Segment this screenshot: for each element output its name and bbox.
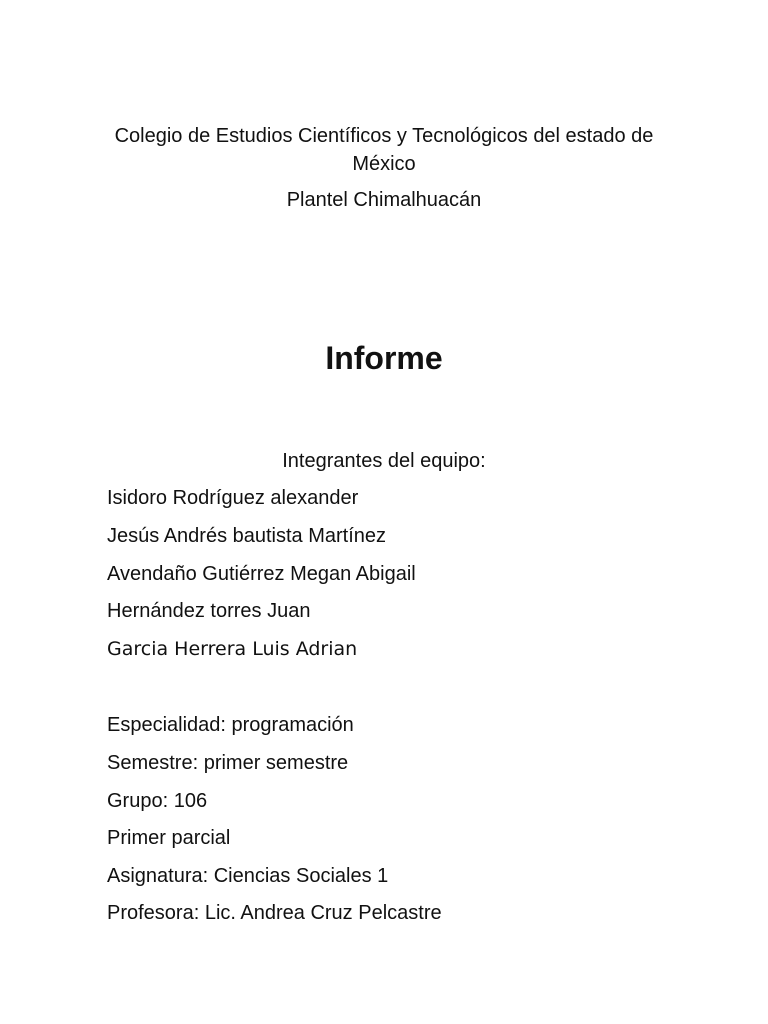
semester-line: Semestre: primer semestre: [107, 752, 349, 774]
institution-name: Colegio de Estudios Científicos y Tecnológicos del estado de México: [114, 125, 654, 175]
teacher-line: Profesora: Lic. Andrea Cruz Pelcastre: [107, 902, 442, 924]
partial-line: Primer parcial: [107, 827, 231, 849]
team-heading: Integrantes del equipo:: [282, 450, 486, 472]
campus-name: Plantel Chimalhuacán: [286, 189, 482, 211]
team-member: Jesús Andrés bautista Martínez: [107, 525, 387, 547]
team-member: Avendaño Gutiérrez Megan Abigail: [107, 563, 416, 585]
team-member: Isidoro Rodríguez alexander: [107, 487, 359, 509]
team-member: Hernández torres Juan: [107, 600, 311, 622]
group-line: Grupo: 106: [107, 790, 208, 812]
team-member: Garcia Herrera Luis Adrian: [107, 638, 358, 660]
subject-line: Asignatura: Ciencias Sociales 1: [107, 865, 389, 887]
specialty-line: Especialidad: programación: [107, 714, 354, 736]
document-title: Informe: [325, 340, 443, 376]
